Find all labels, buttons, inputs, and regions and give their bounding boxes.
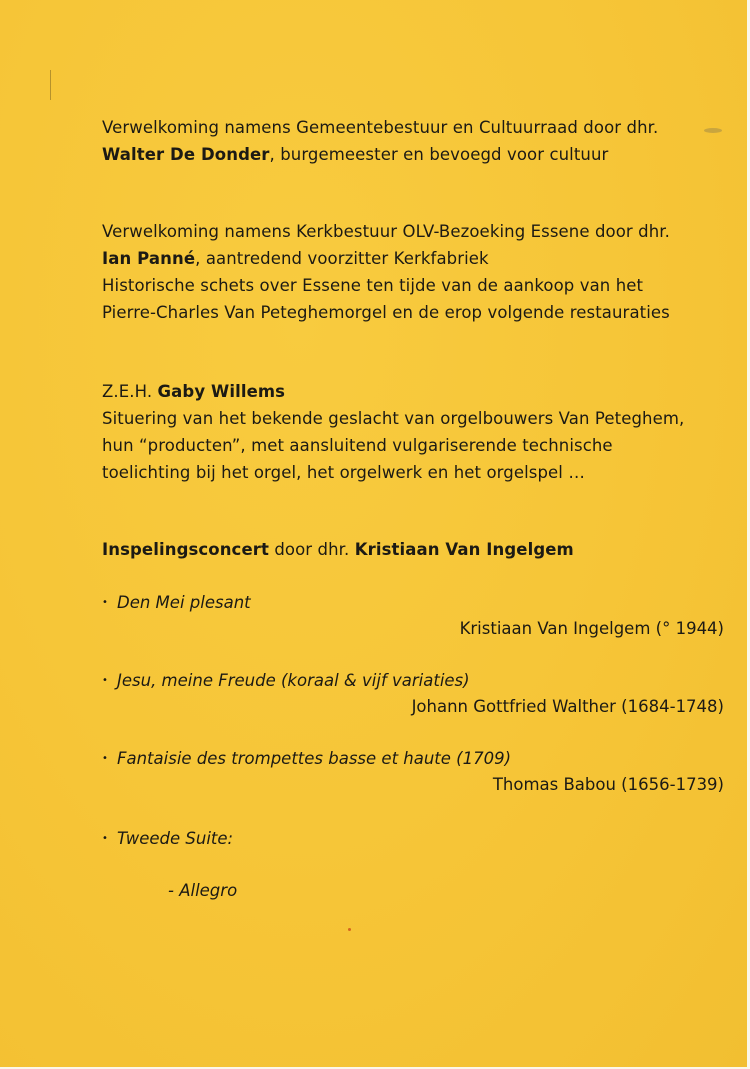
organ-speaker: [102, 378, 684, 405]
bullet-icon: •: [102, 675, 108, 686]
paper-speck: [348, 928, 351, 931]
piece-title: Tweede Suite:: [117, 829, 234, 848]
piece-title: Jesu, meine Freude (koraal & vijf variaties): [117, 671, 470, 690]
piece-title: Den Mei plesant: [117, 593, 251, 612]
welcome-church-line: Verwelkoming namens Kerkbestuur OLV-Bezoeking Essene door dhr.: [102, 222, 670, 241]
organ-description-line: hun “producten”, met aansluitend vulgariserende technische: [102, 436, 613, 455]
welcome-municipality: [102, 114, 658, 168]
history-line: Pierre-Charles Van Peteghemorgel en de erop volgende restauraties: [102, 303, 670, 322]
suite-movement: - Allegro: [168, 881, 238, 900]
paper-speck: [704, 128, 722, 133]
piece-title-line: [102, 826, 724, 852]
bullet-icon: •: [102, 597, 108, 608]
program-item: [102, 590, 724, 642]
program-item: [102, 826, 724, 852]
paper-crease: [50, 70, 51, 100]
organ-description-line: Situering van het bekende geslacht van orgelbouwers Van Peteghem,: [102, 409, 685, 428]
history-line: Historische schets over Essene ten tijde van de aankoop van het: [102, 276, 644, 295]
piece-composer: Thomas Babou (1656-1739): [492, 775, 724, 794]
speaker-role: , burgemeester en bevoegd voor cultuur: [269, 145, 609, 164]
speaker-name: Walter De Donder: [102, 145, 270, 164]
speaker-name: Gaby Willems: [157, 382, 286, 401]
program-item: [102, 668, 724, 720]
piece-title-line: [102, 746, 724, 772]
concert-heading-line: [102, 536, 574, 563]
welcome-municipality-line: Verwelkoming namens Gemeentebestuur en Cultuurraad door dhr.: [102, 118, 659, 137]
welcome-church-speaker: [102, 245, 670, 272]
piece-composer: Johann Gottfried Walther (1684-1748): [411, 697, 724, 716]
concert-title: Inspelingsconcert: [102, 540, 269, 559]
concert-heading: [102, 536, 574, 563]
organ-introduction: [102, 378, 684, 486]
speaker-name: Ian Panné: [102, 249, 196, 268]
piece-composer: Kristiaan Van Ingelgem (° 1944): [459, 619, 724, 638]
program-item: [102, 746, 724, 798]
piece-title: Fantaisie des trompettes basse et haute (1709): [117, 749, 512, 768]
piece-title-line: [102, 668, 724, 694]
speaker-role: , aantredend voorzitter Kerkfabriek: [195, 249, 489, 268]
bullet-icon: •: [102, 833, 108, 844]
piece-title-line: [102, 590, 724, 616]
organ-description-line: toelichting bij het orgel, het orgelwerk en het orgelspel …: [102, 463, 585, 482]
concert-connector: door dhr.: [268, 540, 355, 559]
welcome-municipality-speaker: [102, 141, 658, 168]
speaker-title: Z.E.H.: [102, 382, 158, 401]
concert-performer: Kristiaan Van Ingelgem: [354, 540, 574, 559]
welcome-church-board: [102, 218, 670, 326]
bullet-icon: •: [102, 753, 108, 764]
